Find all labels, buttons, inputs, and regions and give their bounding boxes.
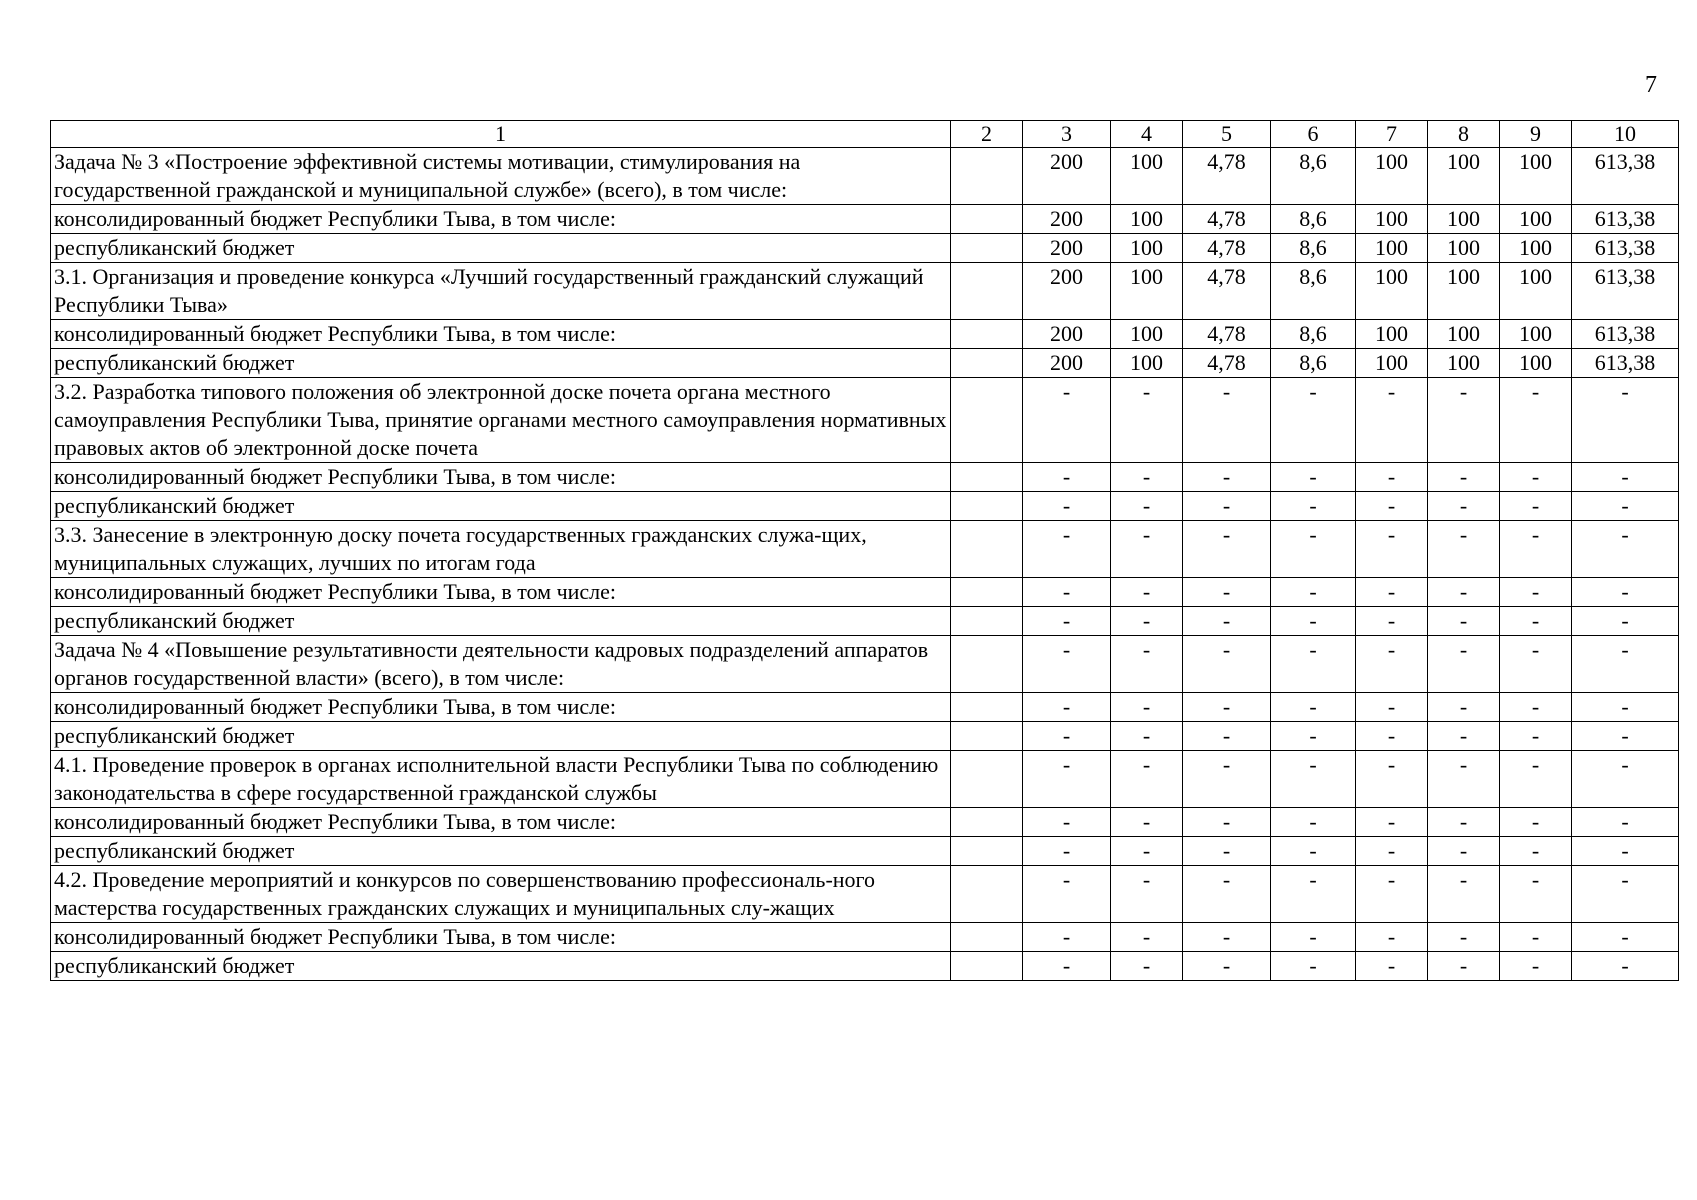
value-cell-col-3: -	[1023, 693, 1111, 722]
value-cell-col-9: -	[1500, 693, 1572, 722]
value-cell-col-8: 100	[1428, 234, 1500, 263]
value-cell-col-10: 613,38	[1572, 349, 1679, 378]
value-cell-col-8: 100	[1428, 349, 1500, 378]
row-label: консолидированный бюджет Республики Тыва, в том числе:	[51, 463, 951, 492]
value-cell-col-4: -	[1111, 808, 1183, 837]
row-label: консолидированный бюджет Республики Тыва, в том числе:	[51, 320, 951, 349]
header-cell: 9	[1500, 121, 1572, 148]
value-cell-col-8: 100	[1428, 320, 1500, 349]
table-row	[51, 378, 1679, 463]
page-number: 7	[1645, 72, 1657, 98]
value-cell-col-5: 4,78	[1183, 349, 1271, 378]
table-row	[51, 923, 1679, 952]
value-cell-col-6: -	[1271, 521, 1356, 578]
value-cell-col-9: -	[1500, 492, 1572, 521]
value-cell-col-4: -	[1111, 578, 1183, 607]
value-cell-col-10: 613,38	[1572, 205, 1679, 234]
value-cell-col-8: 100	[1428, 205, 1500, 234]
value-cell-col-9: -	[1500, 808, 1572, 837]
value-cell-col-8: -	[1428, 837, 1500, 866]
value-cell-col-9: 100	[1500, 320, 1572, 349]
header-cell: 6	[1271, 121, 1356, 148]
value-cell-col-2	[951, 923, 1023, 952]
value-cell-col-4: -	[1111, 607, 1183, 636]
value-cell-col-5: -	[1183, 722, 1271, 751]
table-row	[51, 521, 1679, 578]
header-cell: 5	[1183, 121, 1271, 148]
value-cell-col-3: -	[1023, 722, 1111, 751]
value-cell-col-10: -	[1572, 521, 1679, 578]
budget-table	[50, 120, 1679, 981]
value-cell-col-2	[951, 866, 1023, 923]
value-cell-col-5: -	[1183, 952, 1271, 981]
value-cell-col-9: 100	[1500, 148, 1572, 205]
value-cell-col-4: 100	[1111, 234, 1183, 263]
value-cell-col-10: -	[1572, 837, 1679, 866]
table-row	[51, 148, 1679, 205]
value-cell-col-7: -	[1356, 521, 1428, 578]
value-cell-col-3: -	[1023, 492, 1111, 521]
value-cell-col-4: -	[1111, 492, 1183, 521]
value-cell-col-5: -	[1183, 693, 1271, 722]
value-cell-col-8: -	[1428, 751, 1500, 808]
value-cell-col-10: 613,38	[1572, 263, 1679, 320]
row-label: консолидированный бюджет Республики Тыва, в том числе:	[51, 578, 951, 607]
value-cell-col-5: -	[1183, 866, 1271, 923]
value-cell-col-10: -	[1572, 492, 1679, 521]
value-cell-col-8: -	[1428, 521, 1500, 578]
table-row	[51, 205, 1679, 234]
table-row	[51, 693, 1679, 722]
value-cell-col-3: -	[1023, 378, 1111, 463]
row-label: республиканский бюджет	[51, 607, 951, 636]
value-cell-col-10: -	[1572, 923, 1679, 952]
table-row	[51, 349, 1679, 378]
value-cell-col-7: -	[1356, 378, 1428, 463]
row-label: Задача № 4 «Повышение результативности деятельности кадровых подразделений аппаратов органов государственной власти» (всего), в том числе:	[51, 636, 951, 693]
table-row	[51, 607, 1679, 636]
table-row	[51, 234, 1679, 263]
row-label: республиканский бюджет	[51, 952, 951, 981]
value-cell-col-10: -	[1572, 722, 1679, 751]
value-cell-col-2	[951, 148, 1023, 205]
value-cell-col-8: 100	[1428, 263, 1500, 320]
value-cell-col-8: -	[1428, 722, 1500, 751]
value-cell-col-7: -	[1356, 952, 1428, 981]
value-cell-col-9: 100	[1500, 234, 1572, 263]
value-cell-col-3: -	[1023, 837, 1111, 866]
value-cell-col-9: -	[1500, 866, 1572, 923]
value-cell-col-2	[951, 378, 1023, 463]
value-cell-col-7: -	[1356, 751, 1428, 808]
value-cell-col-6: -	[1271, 636, 1356, 693]
value-cell-col-9: -	[1500, 722, 1572, 751]
value-cell-col-2	[951, 349, 1023, 378]
row-label: 3.3. Занесение в электронную доску почета государственных гражданских служа-щих, муниципальных служащих, лучших по итогам года	[51, 521, 951, 578]
table-row	[51, 837, 1679, 866]
table-row	[51, 578, 1679, 607]
value-cell-col-8: -	[1428, 952, 1500, 981]
table-row	[51, 320, 1679, 349]
value-cell-col-5: -	[1183, 751, 1271, 808]
table-row	[51, 751, 1679, 808]
value-cell-col-6: -	[1271, 722, 1356, 751]
value-cell-col-10: -	[1572, 636, 1679, 693]
value-cell-col-8: -	[1428, 607, 1500, 636]
value-cell-col-3: -	[1023, 808, 1111, 837]
row-label: республиканский бюджет	[51, 722, 951, 751]
value-cell-col-8: -	[1428, 866, 1500, 923]
value-cell-col-2	[951, 492, 1023, 521]
value-cell-col-4: -	[1111, 923, 1183, 952]
value-cell-col-6: -	[1271, 607, 1356, 636]
value-cell-col-7: -	[1356, 808, 1428, 837]
value-cell-col-2	[951, 205, 1023, 234]
value-cell-col-5: -	[1183, 378, 1271, 463]
value-cell-col-6: -	[1271, 463, 1356, 492]
value-cell-col-7: -	[1356, 693, 1428, 722]
value-cell-col-4: -	[1111, 952, 1183, 981]
row-label: консолидированный бюджет Республики Тыва, в том числе:	[51, 205, 951, 234]
value-cell-col-6: 8,6	[1271, 263, 1356, 320]
value-cell-col-7: -	[1356, 607, 1428, 636]
value-cell-col-8: -	[1428, 578, 1500, 607]
row-label: республиканский бюджет	[51, 492, 951, 521]
table-row	[51, 263, 1679, 320]
value-cell-col-10: -	[1572, 952, 1679, 981]
value-cell-col-6: -	[1271, 751, 1356, 808]
value-cell-col-4: -	[1111, 866, 1183, 923]
value-cell-col-8: -	[1428, 463, 1500, 492]
value-cell-col-7: -	[1356, 923, 1428, 952]
value-cell-col-7: 100	[1356, 205, 1428, 234]
value-cell-col-5: 4,78	[1183, 148, 1271, 205]
value-cell-col-5: -	[1183, 923, 1271, 952]
row-label: консолидированный бюджет Республики Тыва, в том числе:	[51, 693, 951, 722]
value-cell-col-4: -	[1111, 751, 1183, 808]
value-cell-col-9: -	[1500, 923, 1572, 952]
value-cell-col-2	[951, 636, 1023, 693]
value-cell-col-5: -	[1183, 837, 1271, 866]
header-cell: 1	[51, 121, 951, 148]
value-cell-col-4: 100	[1111, 320, 1183, 349]
value-cell-col-2	[951, 693, 1023, 722]
value-cell-col-9: -	[1500, 378, 1572, 463]
value-cell-col-6: -	[1271, 492, 1356, 521]
value-cell-col-7: 100	[1356, 320, 1428, 349]
table-row	[51, 463, 1679, 492]
value-cell-col-5: -	[1183, 463, 1271, 492]
value-cell-col-6: 8,6	[1271, 320, 1356, 349]
value-cell-col-7: -	[1356, 837, 1428, 866]
value-cell-col-9: -	[1500, 607, 1572, 636]
value-cell-col-3: 200	[1023, 205, 1111, 234]
row-label: 3.2. Разработка типового положения об электронной доске почета органа местного самоуправления Республики Тыва, принятие органами местного самоуправления нормативных правовых актов об электронной доске почета	[51, 378, 951, 463]
header-cell: 7	[1356, 121, 1428, 148]
value-cell-col-7: -	[1356, 463, 1428, 492]
value-cell-col-6: -	[1271, 578, 1356, 607]
value-cell-col-4: -	[1111, 636, 1183, 693]
value-cell-col-6: -	[1271, 808, 1356, 837]
value-cell-col-5: 4,78	[1183, 205, 1271, 234]
value-cell-col-4: -	[1111, 463, 1183, 492]
value-cell-col-3: -	[1023, 952, 1111, 981]
value-cell-col-10: -	[1572, 693, 1679, 722]
value-cell-col-10: -	[1572, 607, 1679, 636]
value-cell-col-9: 100	[1500, 349, 1572, 378]
value-cell-col-3: 200	[1023, 148, 1111, 205]
value-cell-col-5: 4,78	[1183, 320, 1271, 349]
value-cell-col-3: 200	[1023, 263, 1111, 320]
row-label: 3.1. Организация и проведение конкурса «Лучший государственный гражданский служащий Республики Тыва»	[51, 263, 951, 320]
row-label: республиканский бюджет	[51, 234, 951, 263]
value-cell-col-4: 100	[1111, 205, 1183, 234]
value-cell-col-5: -	[1183, 578, 1271, 607]
value-cell-col-2	[951, 837, 1023, 866]
value-cell-col-9: 100	[1500, 205, 1572, 234]
value-cell-col-2	[951, 751, 1023, 808]
value-cell-col-5: -	[1183, 808, 1271, 837]
value-cell-col-2	[951, 320, 1023, 349]
value-cell-col-5: 4,78	[1183, 234, 1271, 263]
value-cell-col-10: -	[1572, 378, 1679, 463]
value-cell-col-2	[951, 463, 1023, 492]
value-cell-col-2	[951, 521, 1023, 578]
value-cell-col-10: -	[1572, 808, 1679, 837]
table-row	[51, 808, 1679, 837]
value-cell-col-6: -	[1271, 837, 1356, 866]
value-cell-col-2	[951, 263, 1023, 320]
row-label: 4.2. Проведение мероприятий и конкурсов по совершенствованию профессиональ-ного мастерства государственных гражданских служащих и муниципальных слу-жащих	[51, 866, 951, 923]
value-cell-col-6: -	[1271, 693, 1356, 722]
header-cell: 10	[1572, 121, 1679, 148]
value-cell-col-7: -	[1356, 636, 1428, 693]
header-cell: 3	[1023, 121, 1111, 148]
value-cell-col-9: -	[1500, 636, 1572, 693]
row-label: Задача № 3 «Построение эффективной системы мотивации, стимулирования на государственной гражданской и муниципальной службе» (всего), в том числе:	[51, 148, 951, 205]
value-cell-col-9: -	[1500, 952, 1572, 981]
value-cell-col-4: -	[1111, 521, 1183, 578]
value-cell-col-3: -	[1023, 578, 1111, 607]
value-cell-col-10: -	[1572, 866, 1679, 923]
value-cell-col-10: -	[1572, 463, 1679, 492]
row-label: республиканский бюджет	[51, 349, 951, 378]
table-row	[51, 866, 1679, 923]
value-cell-col-3: 200	[1023, 234, 1111, 263]
value-cell-col-10: -	[1572, 578, 1679, 607]
header-row	[51, 121, 1679, 148]
header-cell: 8	[1428, 121, 1500, 148]
value-cell-col-6: -	[1271, 923, 1356, 952]
value-cell-col-7: -	[1356, 722, 1428, 751]
value-cell-col-7: 100	[1356, 349, 1428, 378]
value-cell-col-3: -	[1023, 607, 1111, 636]
value-cell-col-7: -	[1356, 578, 1428, 607]
value-cell-col-6: -	[1271, 952, 1356, 981]
row-label: консолидированный бюджет Республики Тыва, в том числе:	[51, 923, 951, 952]
value-cell-col-2	[951, 952, 1023, 981]
value-cell-col-10: 613,38	[1572, 234, 1679, 263]
value-cell-col-4: 100	[1111, 263, 1183, 320]
value-cell-col-3: -	[1023, 463, 1111, 492]
value-cell-col-5: 4,78	[1183, 263, 1271, 320]
value-cell-col-10: -	[1572, 751, 1679, 808]
value-cell-col-6: -	[1271, 378, 1356, 463]
value-cell-col-7: -	[1356, 492, 1428, 521]
table-row	[51, 636, 1679, 693]
value-cell-col-2	[951, 578, 1023, 607]
table-body	[51, 121, 1679, 981]
value-cell-col-6: -	[1271, 866, 1356, 923]
value-cell-col-4: 100	[1111, 349, 1183, 378]
value-cell-col-9: -	[1500, 463, 1572, 492]
value-cell-col-2	[951, 722, 1023, 751]
value-cell-col-9: 100	[1500, 263, 1572, 320]
value-cell-col-9: -	[1500, 578, 1572, 607]
value-cell-col-8: -	[1428, 923, 1500, 952]
value-cell-col-6: 8,6	[1271, 349, 1356, 378]
value-cell-col-3: -	[1023, 521, 1111, 578]
value-cell-col-6: 8,6	[1271, 234, 1356, 263]
value-cell-col-3: 200	[1023, 349, 1111, 378]
value-cell-col-7: 100	[1356, 234, 1428, 263]
value-cell-col-7: -	[1356, 866, 1428, 923]
row-label: консолидированный бюджет Республики Тыва, в том числе:	[51, 808, 951, 837]
value-cell-col-3: -	[1023, 923, 1111, 952]
value-cell-col-8: -	[1428, 693, 1500, 722]
value-cell-col-3: -	[1023, 866, 1111, 923]
value-cell-col-2	[951, 234, 1023, 263]
value-cell-col-2	[951, 607, 1023, 636]
value-cell-col-4: -	[1111, 693, 1183, 722]
row-label: республиканский бюджет	[51, 837, 951, 866]
value-cell-col-10: 613,38	[1572, 320, 1679, 349]
value-cell-col-8: -	[1428, 808, 1500, 837]
value-cell-col-7: 100	[1356, 263, 1428, 320]
value-cell-col-3: -	[1023, 751, 1111, 808]
value-cell-col-8: -	[1428, 492, 1500, 521]
value-cell-col-7: 100	[1356, 148, 1428, 205]
value-cell-col-9: -	[1500, 837, 1572, 866]
value-cell-col-4: 100	[1111, 148, 1183, 205]
value-cell-col-6: 8,6	[1271, 205, 1356, 234]
header-cell: 2	[951, 121, 1023, 148]
header-cell: 4	[1111, 121, 1183, 148]
value-cell-col-5: -	[1183, 521, 1271, 578]
value-cell-col-9: -	[1500, 521, 1572, 578]
table-row	[51, 952, 1679, 981]
value-cell-col-8: 100	[1428, 148, 1500, 205]
value-cell-col-4: -	[1111, 378, 1183, 463]
value-cell-col-8: -	[1428, 378, 1500, 463]
value-cell-col-2	[951, 808, 1023, 837]
value-cell-col-3: 200	[1023, 320, 1111, 349]
value-cell-col-5: -	[1183, 607, 1271, 636]
table-row	[51, 492, 1679, 521]
value-cell-col-6: 8,6	[1271, 148, 1356, 205]
value-cell-col-8: -	[1428, 636, 1500, 693]
value-cell-col-10: 613,38	[1572, 148, 1679, 205]
value-cell-col-4: -	[1111, 722, 1183, 751]
value-cell-col-5: -	[1183, 492, 1271, 521]
value-cell-col-5: -	[1183, 636, 1271, 693]
value-cell-col-4: -	[1111, 837, 1183, 866]
value-cell-col-3: -	[1023, 636, 1111, 693]
row-label: 4.1. Проведение проверок в органах исполнительной власти Республики Тыва по соблюдению законодательства в сфере государственной гражданской службы	[51, 751, 951, 808]
table-row	[51, 722, 1679, 751]
value-cell-col-9: -	[1500, 751, 1572, 808]
